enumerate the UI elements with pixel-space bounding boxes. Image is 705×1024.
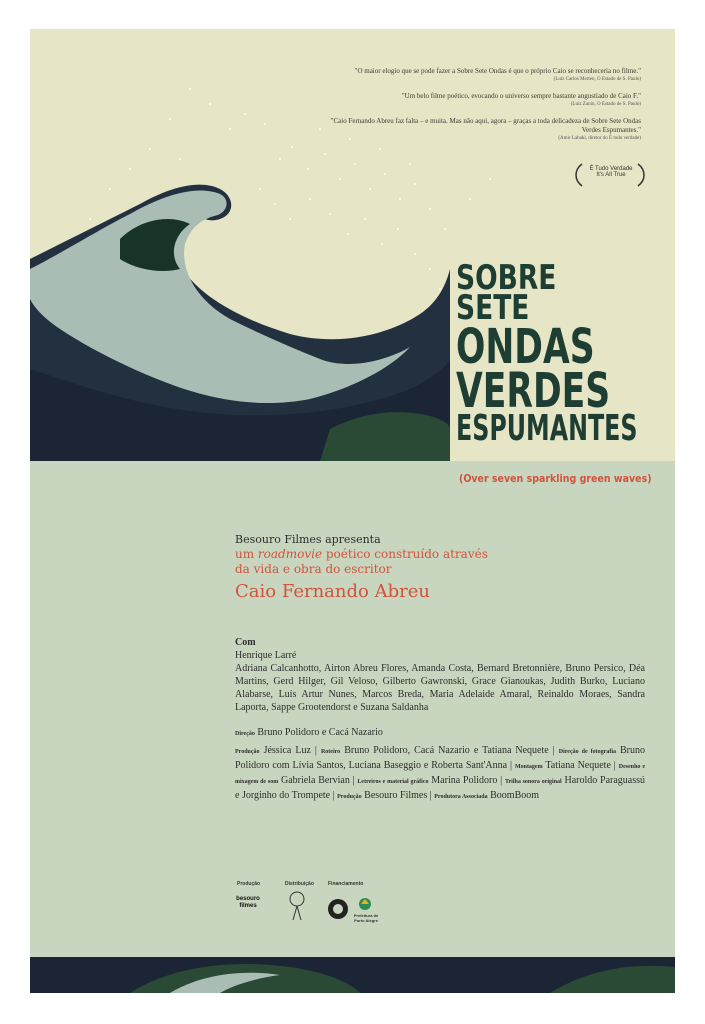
film-title xyxy=(456,258,675,449)
cast-list: Adriana Calcanhotto, Airton Abreu Flores, Amanda Costa, Bernard Bretonnière, Bruno Persico, Déa Martins, Gerd Hilger, Gil Veloso, Gilberto Gawronski, Grace Gianoukas, Judith Burko, Luciano Alabarse, Luís Artur Nunes, Marcos Breda, Maria Adelaide Amaral, Reinaldo Moraes, Sandra Laporta, Sappe Grootendorst e Suzana Saldanha xyxy=(235,663,645,713)
poster xyxy=(30,29,675,993)
funding-logo-label: Financiamento xyxy=(328,881,364,887)
quote-3-source: (Amir Labaki, diretor do É tudo verdade) xyxy=(558,136,641,141)
press-quotes xyxy=(311,67,641,151)
production-logo-label: Produção xyxy=(237,881,261,887)
cast-heading: Com xyxy=(235,637,256,648)
tagline-prefix: um xyxy=(235,547,258,561)
title-line-2: SETE xyxy=(456,288,530,328)
funding-seal-icon xyxy=(327,898,349,920)
quote-3: "Caio Fernando Abreu faz falta – e muita. Mas não aqui, agora – graças a toda delicadeza de Sobre Sete Ondas Verdes Espumantes." xyxy=(330,117,641,134)
presentation-block xyxy=(235,532,655,605)
quote-2-source: (Luiz Zanin, O Estado de S. Paulo) xyxy=(570,102,641,107)
prefeitura-logo-line-2: Porto Alegre xyxy=(354,918,378,923)
tagline-line-1 xyxy=(235,547,655,562)
quote-2: "Um belo filme poético, evocando o universo sempre bastante angustiado de Caio F." xyxy=(401,92,641,100)
prefeitura-logo-line-1: Prefeitura de xyxy=(353,913,379,918)
quote-1: "O maior elogio que se pode fazer a Sobre Sete Ondas é que o próprio Caio se reconheceria no filme." xyxy=(354,67,641,75)
crew-credits: Produção Jéssica Luz | Roteiro Bruno Polidoro, Cacá Nazario e Tatiana Nequete | Direção de fotografia Bruno Polidoro com Lívia Santos, Luciana Baseggio e Roberta Sant'Anna | Montagem Tatiana Nequete | Desenho e mixagem de som Gabriela Bervian | Letreiros e material gráfico Marina Polidoro | Trilha sonora original Haroldo Paraguassú e Jorginho do Trompete | Produção Besouro Filmes | Produtora Associada BoomBoom xyxy=(235,745,646,801)
bottom-wave-band xyxy=(30,957,675,993)
besouro-logo-line-1: besouro xyxy=(236,896,260,902)
tagline-line-2: da vida e obra do escritor xyxy=(235,562,392,576)
author-name: Caio Fernando Abreu xyxy=(235,581,430,602)
title-line-1: SOBRE xyxy=(456,258,557,298)
prefeitura-logo xyxy=(350,913,382,923)
besouro-logo xyxy=(235,896,261,910)
tagline-suffix: poético construído através xyxy=(322,547,488,561)
distribution-logo-label: Distribuição xyxy=(285,881,314,887)
english-subtitle: (Over seven sparkling green waves) xyxy=(459,472,652,485)
title-line-3: ONDAS xyxy=(456,319,595,375)
presenter-line: Besouro Filmes apresenta xyxy=(235,533,381,546)
besouro-logo-line-2: filmes xyxy=(239,903,257,909)
direction-credit: Direção Bruno Polidoro e Cacá Nazario xyxy=(235,727,383,738)
laurel-line-2: It's All True xyxy=(596,172,626,178)
title-line-4: VERDES xyxy=(456,363,611,419)
distributor-logo-icon xyxy=(287,890,307,922)
title-line-5: ESPUMANTES xyxy=(456,408,638,449)
laurel-line-1: É Tudo Verdade xyxy=(589,166,633,172)
festival-laurel xyxy=(570,162,650,188)
credits-block xyxy=(235,636,645,804)
tagline-emphasis: roadmovie xyxy=(257,547,323,561)
bottom-wave-illustration xyxy=(30,957,675,993)
logo-strip xyxy=(235,878,435,928)
prefeitura-logo-icon xyxy=(356,896,374,912)
lead-actor: Henrique Larré xyxy=(235,650,297,661)
quote-1-source: (Luiz Carlos Merten, O Estado de S. Paulo) xyxy=(553,77,641,82)
